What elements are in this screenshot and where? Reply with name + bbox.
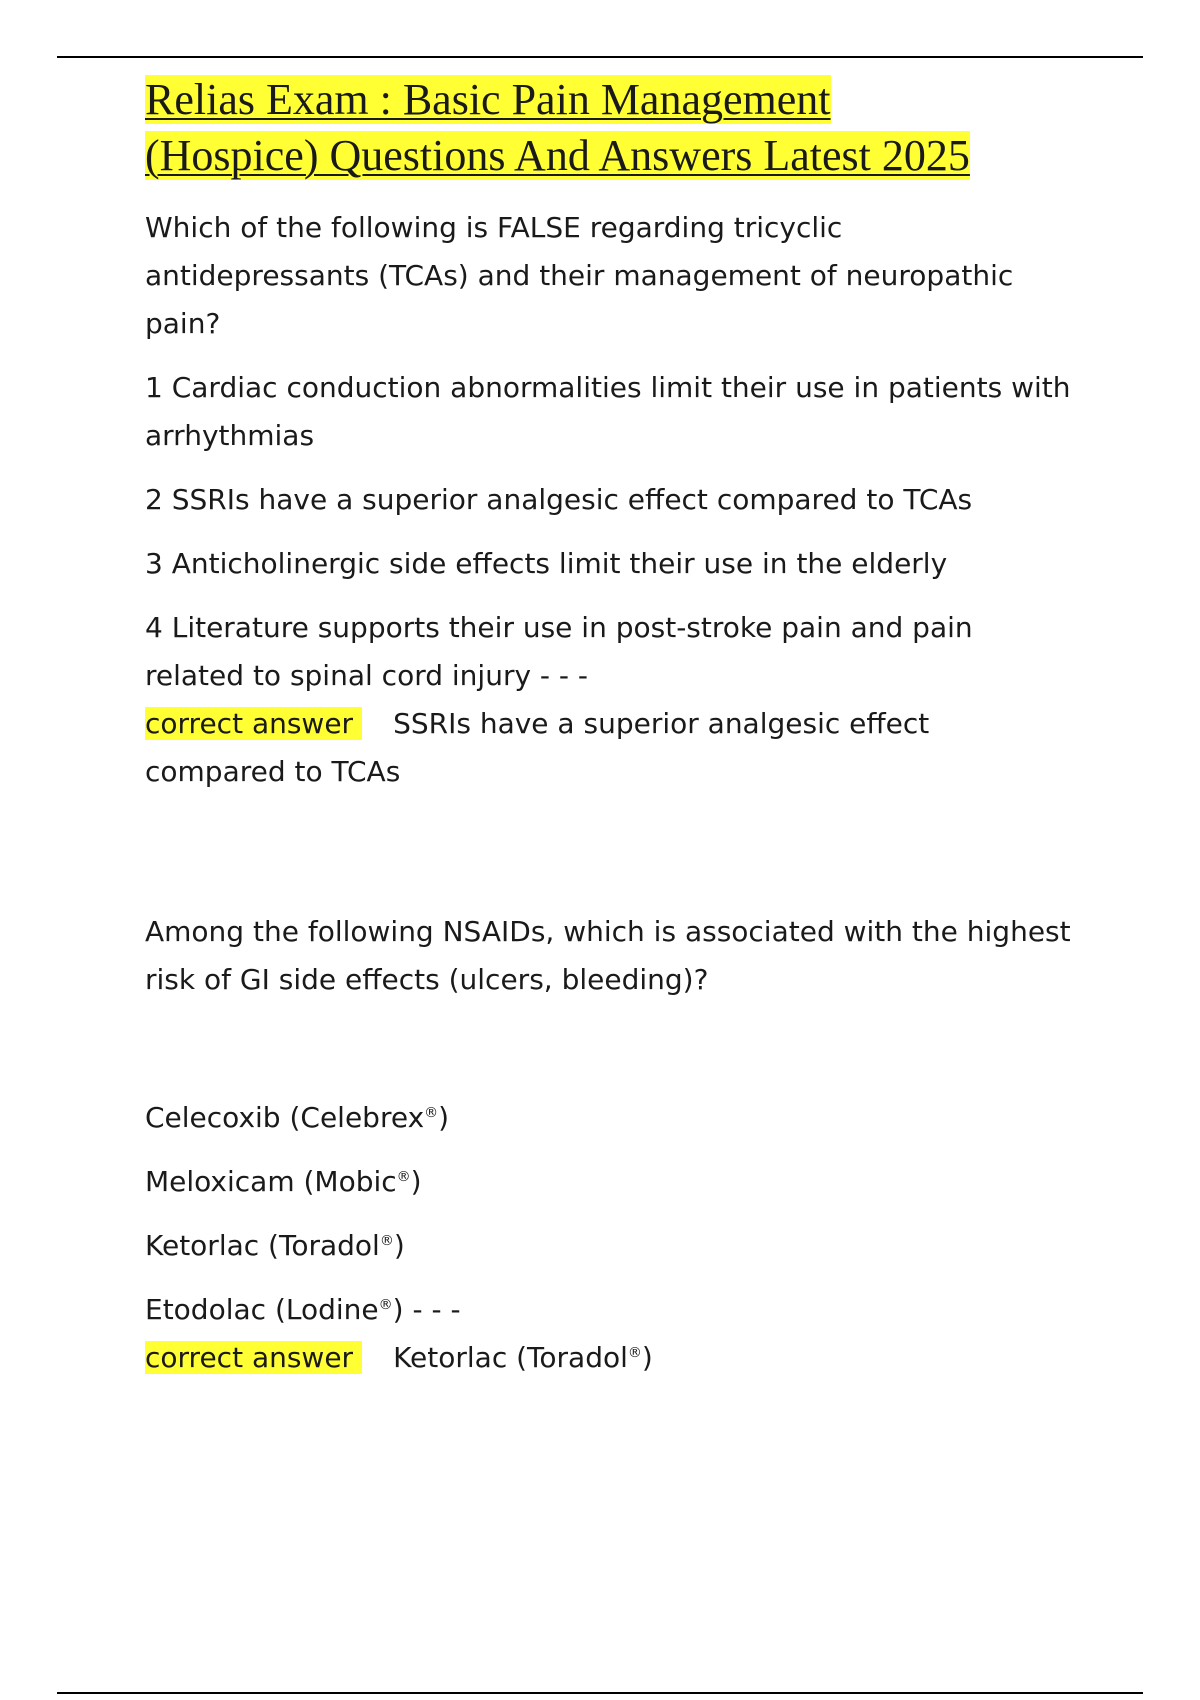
spacer xyxy=(145,1020,1075,1094)
answer-option: 4 Literature supports their use in post-stroke pain and pain related to spinal cord injury - - - xyxy=(145,611,973,692)
answer-option: Ketorlac (Toradol®) xyxy=(145,1229,405,1262)
registered-mark: ® xyxy=(379,1233,394,1249)
title-line-1: Relias Exam : Basic Pain Management xyxy=(145,75,831,124)
registered-mark: ® xyxy=(627,1345,642,1361)
bottom-rule xyxy=(57,1692,1143,1694)
answer-option: 2 SSRIs have a superior analgesic effect compared to TCAs xyxy=(145,483,973,516)
correct-answer-text: SSRIs have a superior analgesic effect compared to TCAs xyxy=(145,707,930,788)
question-text: Among the following NSAIDs, which is associated with the highest risk of GI side effects (ulcers, bleeding)? xyxy=(145,915,1071,996)
correct-answer xyxy=(145,700,1075,796)
document-title xyxy=(145,72,1075,184)
spacer xyxy=(145,796,1075,908)
answer-option: Celecoxib (Celebrex®) xyxy=(145,1101,450,1134)
question-block-1 xyxy=(145,204,1075,796)
registered-mark: ® xyxy=(378,1297,393,1313)
top-rule xyxy=(57,56,1143,58)
registered-mark: ® xyxy=(424,1105,439,1121)
answer-option: Meloxicam (Mobic®) xyxy=(145,1165,422,1198)
answer-option: 1 Cardiac conduction abnormalities limit their use in patients with arrhythmias xyxy=(145,371,1071,452)
question-text: Which of the following is FALSE regarding tricyclic antidepressants (TCAs) and their management of neuropathic pain? xyxy=(145,211,1014,340)
title-line-2: (Hospice) Questions And Answers Latest 2025 xyxy=(145,131,970,180)
correct-answer-label: correct answer xyxy=(145,707,362,740)
correct-answer xyxy=(145,1334,1075,1382)
registered-mark: ® xyxy=(396,1169,411,1185)
question-block-2 xyxy=(145,908,1075,1382)
correct-answer-text: Ketorlac (Toradol®) xyxy=(393,1341,653,1374)
answer-option: 3 Anticholinergic side effects limit their use in the elderly xyxy=(145,547,948,580)
answer-option: Etodolac (Lodine®) - - - xyxy=(145,1293,461,1326)
correct-answer-label: correct answer xyxy=(145,1341,362,1374)
document-page xyxy=(145,72,1075,1382)
